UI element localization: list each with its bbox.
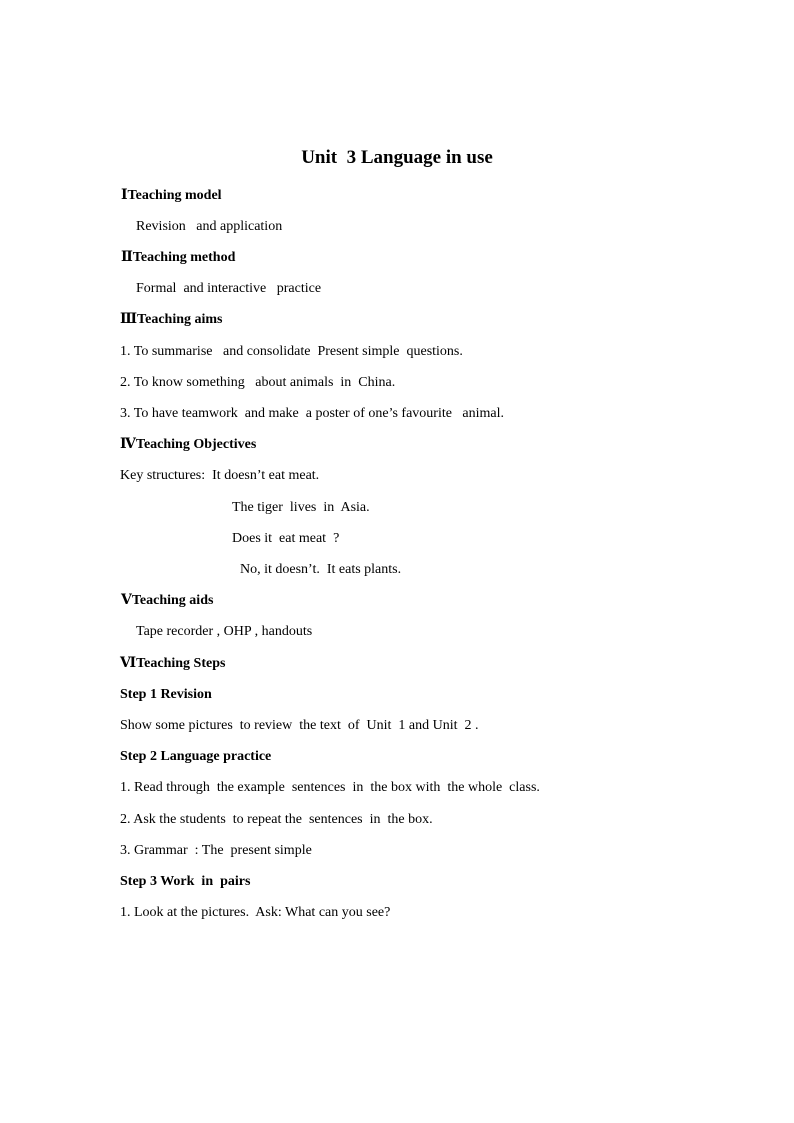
section-heading-teaching-aims: ⅢTeaching aims [120,312,223,327]
step2-item: 3. Grammar : The present simple [120,843,312,858]
teaching-aim-item: 3. To have teamwork and make a poster of one’s favourite animal. [120,406,505,421]
key-structure-line: Does it eat meat ? [232,531,340,546]
step2-item: 2. Ask the students to repeat the sentences in the box. [120,812,433,827]
teaching-method-text: Formal and interactive practice [136,281,322,296]
teaching-aim-item: 1. To summarise and consolidate Present simple questions. [120,344,463,359]
step1-text: Show some pictures to review the text of Unit 1 and Unit 2 . [120,718,479,733]
section-heading-teaching-objectives: ⅣTeaching Objectives [120,437,257,452]
key-structure-line: The tiger lives in Asia. [232,500,370,515]
teaching-model-text: Revision and application [136,219,283,234]
step3-heading: Step 3 Work in pairs [120,874,251,889]
teaching-aids-text: Tape recorder , OHP , handouts [136,624,313,639]
section-heading-teaching-model: ⅠTeaching model [121,188,222,203]
key-structure-line: No, it doesn’t. It eats plants. [240,562,402,577]
step3-item: 1. Look at the pictures. Ask: What can you see? [120,905,391,920]
key-structures-label: Key structures: It doesn’t eat meat. [120,468,320,483]
step1-heading: Step 1 Revision [120,687,212,702]
section-heading-teaching-steps: ⅥTeaching Steps [120,656,226,671]
teaching-aim-item: 2. To know something about animals in China. [120,375,396,390]
step2-heading: Step 2 Language practice [120,749,272,764]
step2-item: 1. Read through the example sentences in the box with the whole class. [120,780,540,795]
page-title: Unit 3 Language in use [301,147,493,168]
section-heading-teaching-aids: ⅤTeaching aids [121,593,214,608]
section-heading-teaching-method: ⅡTeaching method [121,250,236,265]
